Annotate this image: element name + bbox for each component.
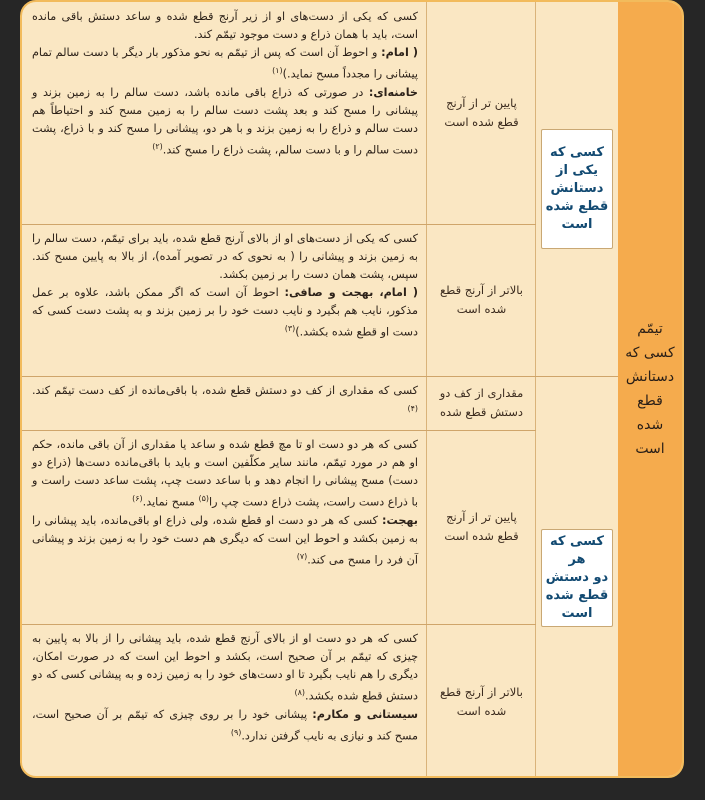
subtopic-cell-one-hand [536, 2, 618, 376]
ruling-cell: کسی که یکی از دست‌های او از زیر آرنج قطع شده و ساعد دستش باقی مانده است، باید با همان ذراع و دست موجود تیمّم کند. ( امام: و احوط آن است که پس از تیمّم به نحو مذکور بار دیگر با دست سالم تمام پیشانی را مجدداً مسح نماید.)$^{(۱)}$ خامنه‌ای: در صورتی که ذراع باقی مانده باشد، دست سالم را به زمین بزند و پیشانی را مسح کند و بعد پشت دست سالم را به زمین مسح کند و احتیاطاً هم دست سالم و ذراع را به زمین بزند و با هر دو، پیشانی را مسح کند و با ذراع، پشت دست سالم را و با دست سالم، پشت ذراع را مسح کند.$^{(۲)}$ [32, 10, 418, 157]
condition-cell: مقداری از کف دو دستش قطع شده [426, 376, 536, 430]
condition-column [426, 2, 536, 776]
subtopic-label: کسی که یکی از دستانش قطع شده است [545, 145, 609, 232]
main-topic-cell [618, 2, 682, 776]
condition-cell: بالاتر از آرنج قطع شده است [426, 224, 536, 376]
ruling-cell: کسی که مقداری از کف دو دستش قطع شده، با باقی‌مانده از کف دست تیمّم کند.$^{(۴)}$ [32, 384, 418, 413]
subtopic-column [535, 2, 618, 776]
ruling-cell: کسی که هر دو دست او تا مچ قطع شده و ساعد یا مقداری از آن باقی مانده، حکم او هم در مورد تیمّم، مانند سایر مکلّفین است و باید با باقی‌مانده دست‌ها (ذراع دو دست) مسح پیشانی را انجام دهد و با ساعد دست چپ، پشت ساعد دست راست و با ذراع دست راست، پشت ذراع دست چپ را$^{(۵)}$ مسح نماید.$^{(۶)}$ بهجت: کسی که هر دو دست او قطع شده، ولی ذراع او باقی‌مانده، باید پیشانی را به زمین بکشد و احوط این است که دیگری هم دست خود را به زمین بزند و پیشانی آن فرد را مسح می کند.$^{(۷)}$ [32, 438, 418, 567]
main-topic-label: تیمّم کسی که دستانش قطع شده است [625, 321, 675, 457]
subtopic-cell-both-hands [536, 376, 618, 778]
ruling-column [22, 2, 426, 776]
ruling-table [20, 0, 684, 778]
ruling-cell: کسی که یکی از دست‌های او از بالای آرنج قطع شده، باید برای تیمّم، دست سالم را به زمین بزند و پیشانی را ( به نحوی که در تصویر آمده)، از بالا به پایین مسح کند. سپس، پشت همان دست را بر زمین بکشد. ( امام، بهجت و صافی: احوط آن است که اگر ممکن باشد، علاوه بر عمل مذکور، نایب هم بگیرد و نایب دست خود را بر زمین بزند و به پشت دست کسی که دست او قطع شده بکشد.)$^{(۳)}$ [32, 232, 418, 339]
row-divider [22, 376, 618, 377]
row-divider [22, 624, 536, 625]
condition-cell: پایین تر از آرنج قطع شده است [426, 2, 536, 224]
row-divider [22, 430, 536, 431]
condition-cell: پایین تر از آرنج قطع شده است [426, 430, 536, 624]
ruling-cell: کسی که هر دو دست او از بالای آرنج قطع شده، باید پیشانی را از بالا به پایین به چیزی که تیمّم بر آن صحیح است، بکشد و احوط این است که در صورت امکان، دیگری را هم نایب بگیرد تا او دست‌های خود را به زمین زده و به پیشانی کسی که دو دستش قطع شده بکشد.$^{(۸)}$ سیستانی و مکارم: پیشانی خود را بر روی چیزی که تیمّم بر آن صحیح است، مسح کند و نیازی به نایب گرفتن ندارد.$^{(۹)}$ [32, 632, 419, 743]
row-divider [22, 224, 536, 225]
subtopic-label: کسی که هر دو دستش قطع شده است [545, 534, 609, 621]
condition-cell: بالاتر از آرنج قطع شده است [426, 624, 536, 778]
